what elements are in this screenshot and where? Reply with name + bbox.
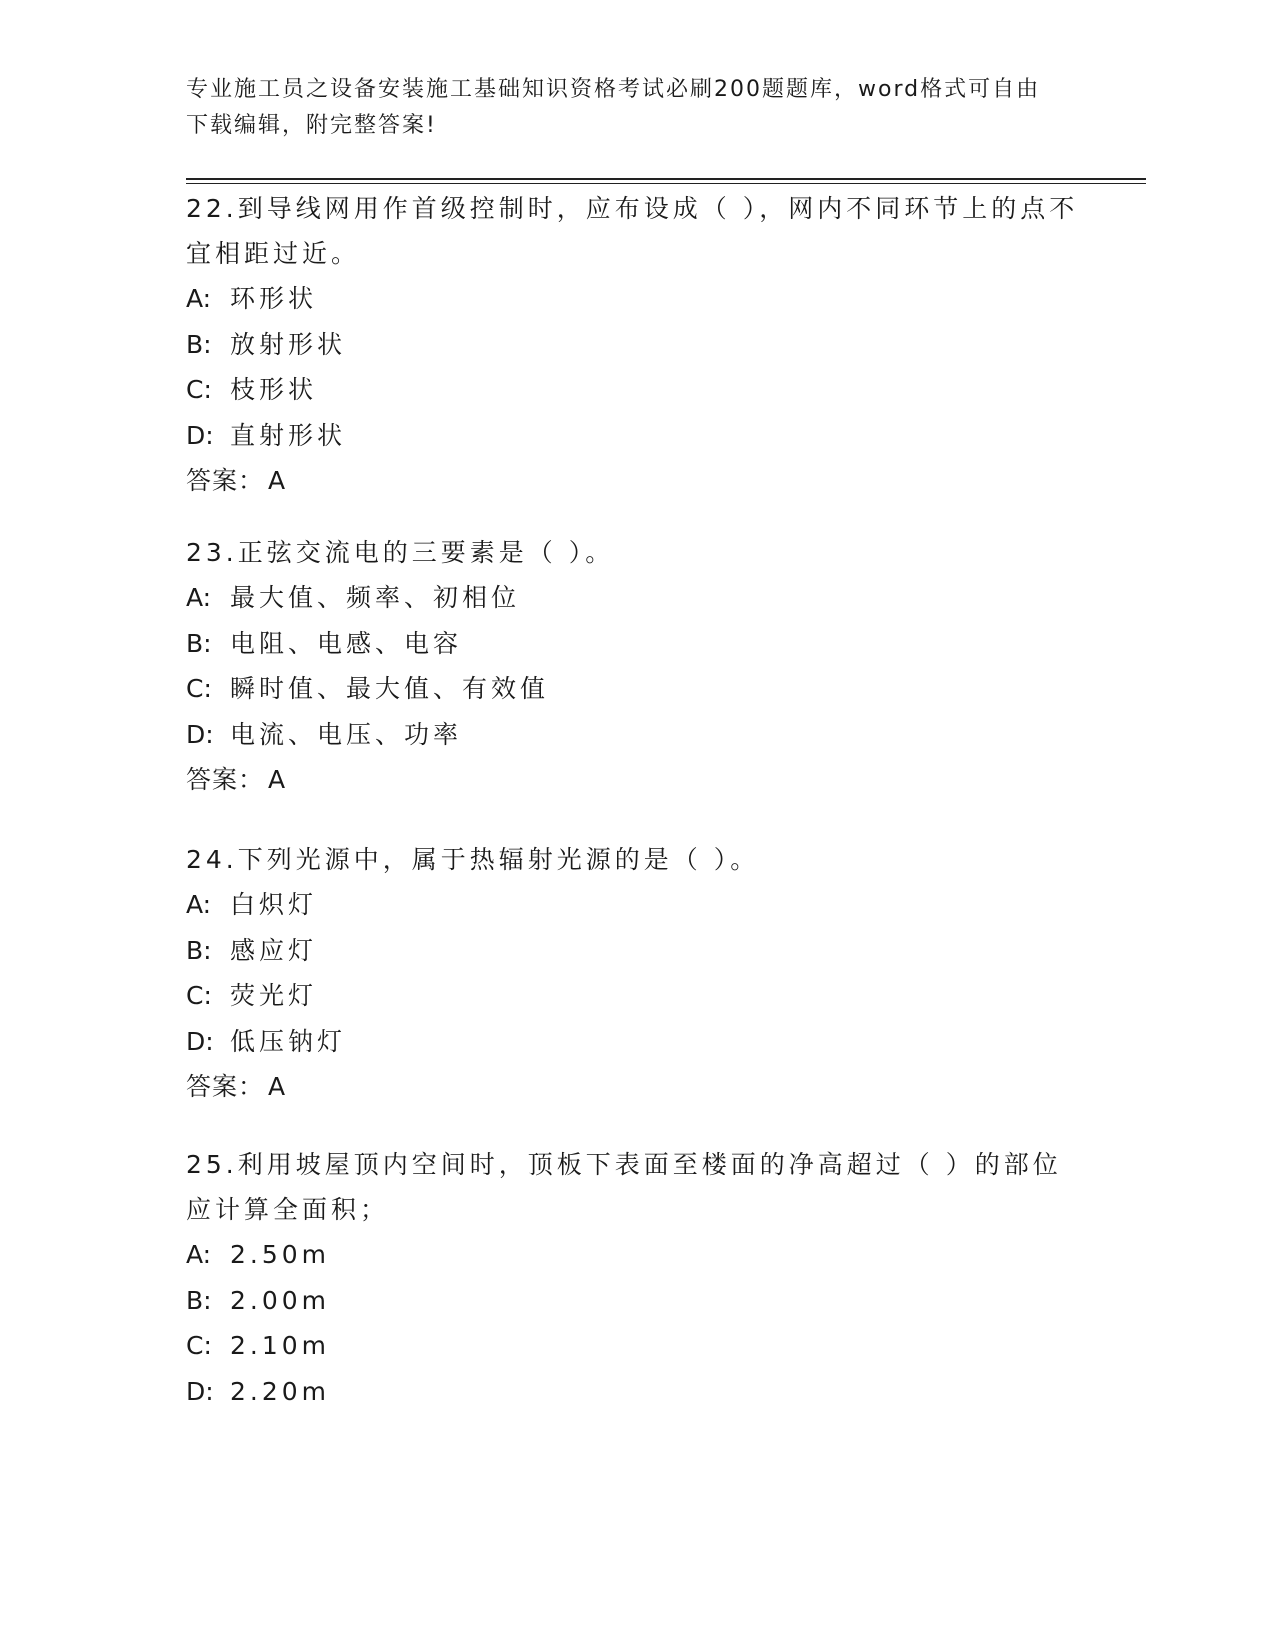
option-text: 荧光灯: [230, 981, 318, 1010]
option-letter: C:: [186, 674, 212, 703]
question-23: [186, 530, 1086, 802]
option-b: [186, 322, 1086, 368]
option-a: [186, 575, 1086, 621]
answer-label: 答案：: [186, 765, 265, 794]
header-divider: [186, 178, 1146, 184]
option-letter: D:: [186, 1376, 214, 1406]
option-a: [186, 882, 1086, 928]
question-stem: 25.利用坡屋顶内空间时，顶板下表面至楼面的净高超过（ ）的部位应计算全面积；: [186, 1150, 1062, 1224]
option-letter: C:: [186, 981, 212, 1010]
answer-value: A: [268, 466, 287, 495]
option-text: 2.50m: [230, 1240, 331, 1269]
option-a: [186, 1232, 1086, 1278]
answer-label: 答案：: [186, 466, 265, 495]
option-b: [186, 621, 1086, 667]
option-letter: B:: [186, 329, 212, 359]
answer-label: 答案：: [186, 1072, 265, 1101]
option-letter: B:: [186, 628, 212, 658]
option-b: [186, 1278, 1086, 1324]
question-stem: 23.正弦交流电的三要素是（ ）。: [186, 538, 615, 567]
option-text: 直射形状: [230, 420, 347, 450]
question-24: [186, 837, 1086, 1109]
option-d: [186, 1369, 1086, 1415]
option-text: 电流、电压、功率: [230, 719, 463, 749]
option-letter: A:: [186, 1240, 212, 1269]
option-letter: D:: [186, 420, 214, 450]
option-text: 2.10m: [230, 1331, 331, 1360]
option-text: 枝形状: [230, 375, 318, 404]
option-text: 白炽灯: [230, 890, 318, 919]
option-text: 瞬时值、最大值、有效值: [230, 674, 550, 703]
option-text: 放射形状: [230, 329, 347, 359]
option-letter: A:: [186, 890, 212, 919]
option-b: [186, 928, 1086, 974]
option-text: 最大值、频率、初相位: [230, 583, 521, 612]
question-stem: 24.下列光源中，属于热辐射光源的是（ ）。: [186, 845, 760, 874]
option-c: [186, 367, 1086, 413]
option-a: [186, 276, 1086, 322]
option-letter: C:: [186, 1331, 212, 1360]
option-letter: D:: [186, 719, 214, 749]
option-text: 2.20m: [230, 1376, 331, 1406]
option-text: 感应灯: [230, 935, 318, 965]
option-text: 环形状: [230, 284, 318, 313]
option-d: [186, 712, 1086, 758]
answer-value: A: [268, 1072, 287, 1101]
document-header: 专业施工员之设备安装施工基础知识资格考试必刷200题题库，word格式可自由下载编辑，附完整答案!: [186, 77, 1041, 138]
option-letter: B:: [186, 1285, 212, 1315]
option-text: 低压钠灯: [230, 1026, 347, 1056]
answer-value: A: [268, 765, 287, 794]
option-letter: A:: [186, 284, 212, 313]
option-letter: C:: [186, 375, 212, 404]
answer-line: [186, 757, 1086, 802]
option-text: 2.00m: [230, 1285, 331, 1315]
option-letter: B:: [186, 935, 212, 965]
question-stem: 22.到导线网用作首级控制时，应布设成（ ），网内不同环节上的点不宜相距过近。: [186, 194, 1079, 268]
option-c: [186, 973, 1086, 1019]
option-text: 电阻、电感、电容: [230, 628, 463, 658]
option-d: [186, 1019, 1086, 1065]
option-d: [186, 413, 1086, 459]
question-22: [186, 186, 1086, 503]
option-c: [186, 1323, 1086, 1369]
option-letter: D:: [186, 1026, 214, 1056]
option-c: [186, 666, 1086, 712]
answer-line: [186, 458, 1086, 503]
option-letter: A:: [186, 583, 212, 612]
question-25: [186, 1142, 1086, 1414]
answer-line: [186, 1064, 1086, 1109]
